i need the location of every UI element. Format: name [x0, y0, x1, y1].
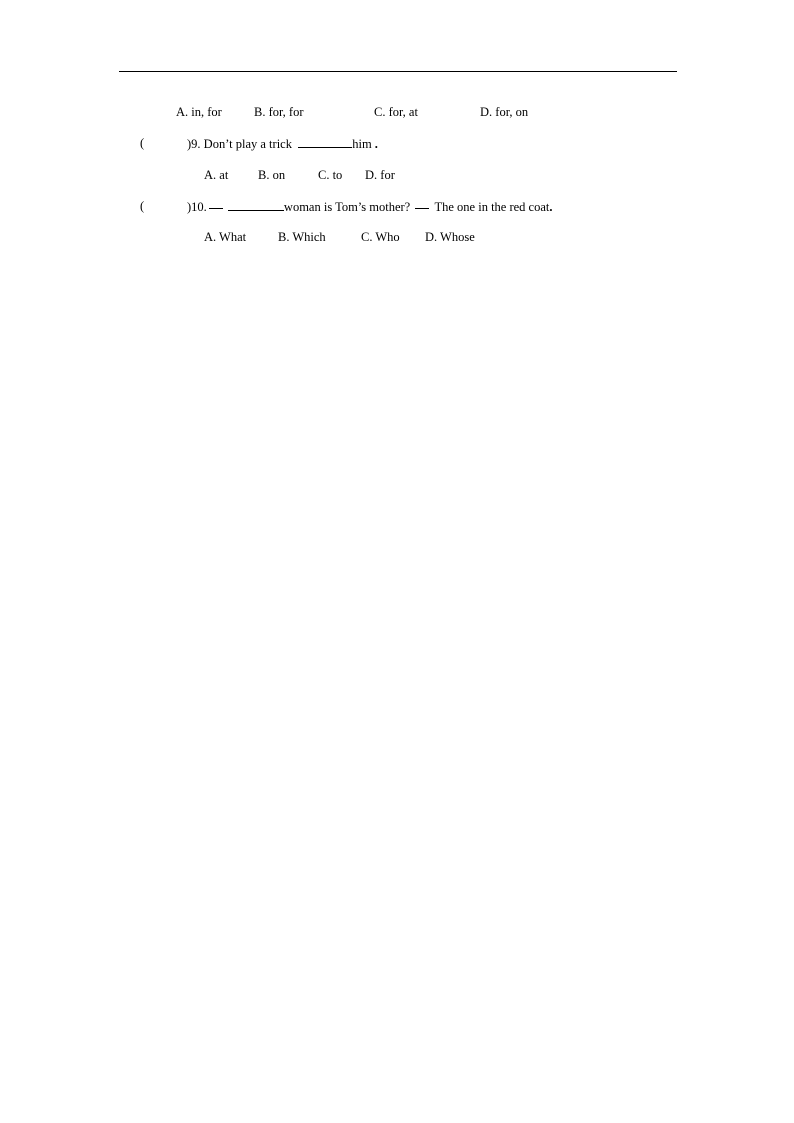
q10-option-d: D. Whose: [425, 230, 475, 244]
q8-option-c: C. for, at: [374, 105, 418, 119]
q10-option-a: A. What: [204, 230, 247, 244]
q10-blank: [228, 199, 284, 211]
q10-stem: [187, 199, 553, 215]
q9-stem-after: him: [352, 137, 372, 151]
q9-end-punct: .: [374, 137, 378, 151]
q9-blank: [298, 136, 352, 148]
q8-option-a: A. in, for: [176, 105, 222, 119]
q10-answer-text: The one in the red coat: [434, 200, 550, 214]
q10-option-b: B. Which: [278, 230, 326, 244]
q9-answer-open-paren: (: [140, 136, 145, 150]
q10-dash-answer: [415, 208, 429, 209]
q10-dash-question: [209, 208, 223, 209]
q10-option-c: C. Who: [361, 230, 400, 244]
header-rule: [119, 71, 677, 72]
q10-stem-after-blank: woman is Tom’s mother?: [283, 200, 411, 214]
q9-stem-before: Don’t play a trick: [203, 137, 292, 151]
q10-number: )10.: [187, 200, 207, 214]
q10-answer-open-paren: (: [140, 199, 145, 213]
q9-option-a: A. at: [204, 168, 229, 182]
q10-end-punct: .: [549, 200, 553, 214]
q9-option-b: B. on: [258, 168, 286, 182]
q8-option-d: D. for, on: [480, 105, 529, 119]
q9-number: )9.: [187, 137, 201, 151]
q9-stem: [187, 136, 378, 152]
q9-option-d: D. for: [365, 168, 395, 182]
q8-option-b: B. for, for: [254, 105, 304, 119]
q9-option-c: C. to: [318, 168, 343, 182]
